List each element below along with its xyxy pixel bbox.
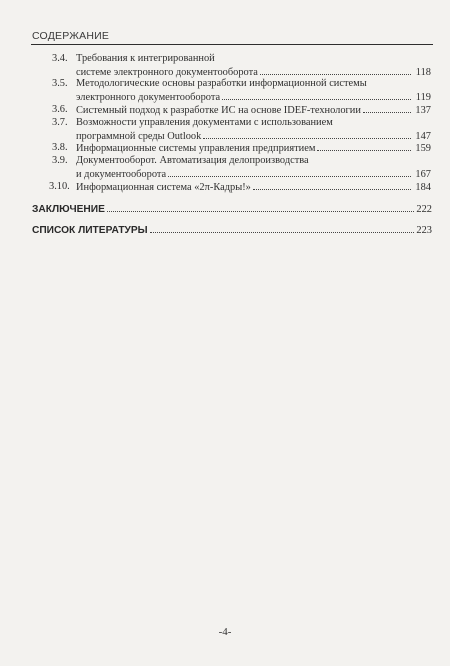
toc-page-number: 137 — [415, 105, 431, 116]
leader-dots — [168, 168, 411, 177]
toc-page-number: 118 — [415, 66, 431, 78]
leader-dots — [150, 224, 415, 233]
header-rule — [31, 44, 433, 45]
toc-page-number: 159 — [415, 143, 431, 154]
leader-dots — [222, 91, 411, 100]
toc-entry-number: 3.5. — [52, 78, 68, 89]
toc-entry-number: 3.6. — [52, 104, 68, 115]
page-number: -4- — [218, 626, 232, 638]
leader-dots — [253, 181, 411, 190]
toc-entry-number: 3.4. — [52, 53, 68, 64]
toc-entry-number: 3.10. — [49, 181, 70, 192]
toc-entry-line: Информационные системы управления предприятием — [76, 143, 316, 154]
toc-page-number: 119 — [415, 91, 431, 103]
leader-dots — [203, 130, 411, 139]
toc-entry-line: Возможности управления документами с использованием — [76, 117, 333, 128]
leader-dots — [260, 66, 411, 75]
toc-entry-line: Информационная система «2π-Кадры!» — [76, 182, 251, 193]
toc-entry-number: 3.7. — [52, 117, 68, 128]
leader-dots — [107, 203, 415, 212]
toc-entry-number: 3.8. — [52, 142, 68, 153]
toc-heading-label: ЗАКЛЮЧЕНИЕ — [32, 204, 105, 215]
leader-dots — [317, 142, 411, 151]
toc-entry-line: программной среды Outlook — [76, 130, 202, 142]
toc-page-number: 167 — [415, 168, 431, 180]
toc-page-number: 222 — [416, 204, 432, 215]
toc-entry-line: Методологические основы разработки информационной системы — [76, 78, 367, 89]
toc-entry-line: электронного документооборота — [76, 91, 221, 103]
toc-entry-number: 3.9. — [52, 155, 68, 166]
running-head: СОДЕРЖАНИЕ — [32, 30, 110, 42]
toc-entry-line: Документооборот. Автоматизация делопроизводства — [76, 155, 309, 166]
toc-page-number: 223 — [416, 225, 432, 236]
toc-heading-references[interactable] — [32, 224, 432, 236]
leader-dots — [363, 104, 411, 113]
toc-entry-line: Системный подход к разработке ИС на основе IDEF-технологии — [76, 105, 361, 116]
toc-heading-conclusion[interactable] — [32, 203, 432, 215]
toc-entry-line: Требования к интегрированной — [76, 53, 215, 64]
toc-page-number: 147 — [415, 130, 431, 142]
toc-heading-label: СПИСОК ЛИТЕРАТУРЫ — [32, 225, 148, 236]
toc-entry-line: и документооборота — [76, 168, 167, 180]
toc-page-number: 184 — [415, 182, 431, 193]
toc-entry-line: системе электронного документооборота — [76, 66, 258, 78]
